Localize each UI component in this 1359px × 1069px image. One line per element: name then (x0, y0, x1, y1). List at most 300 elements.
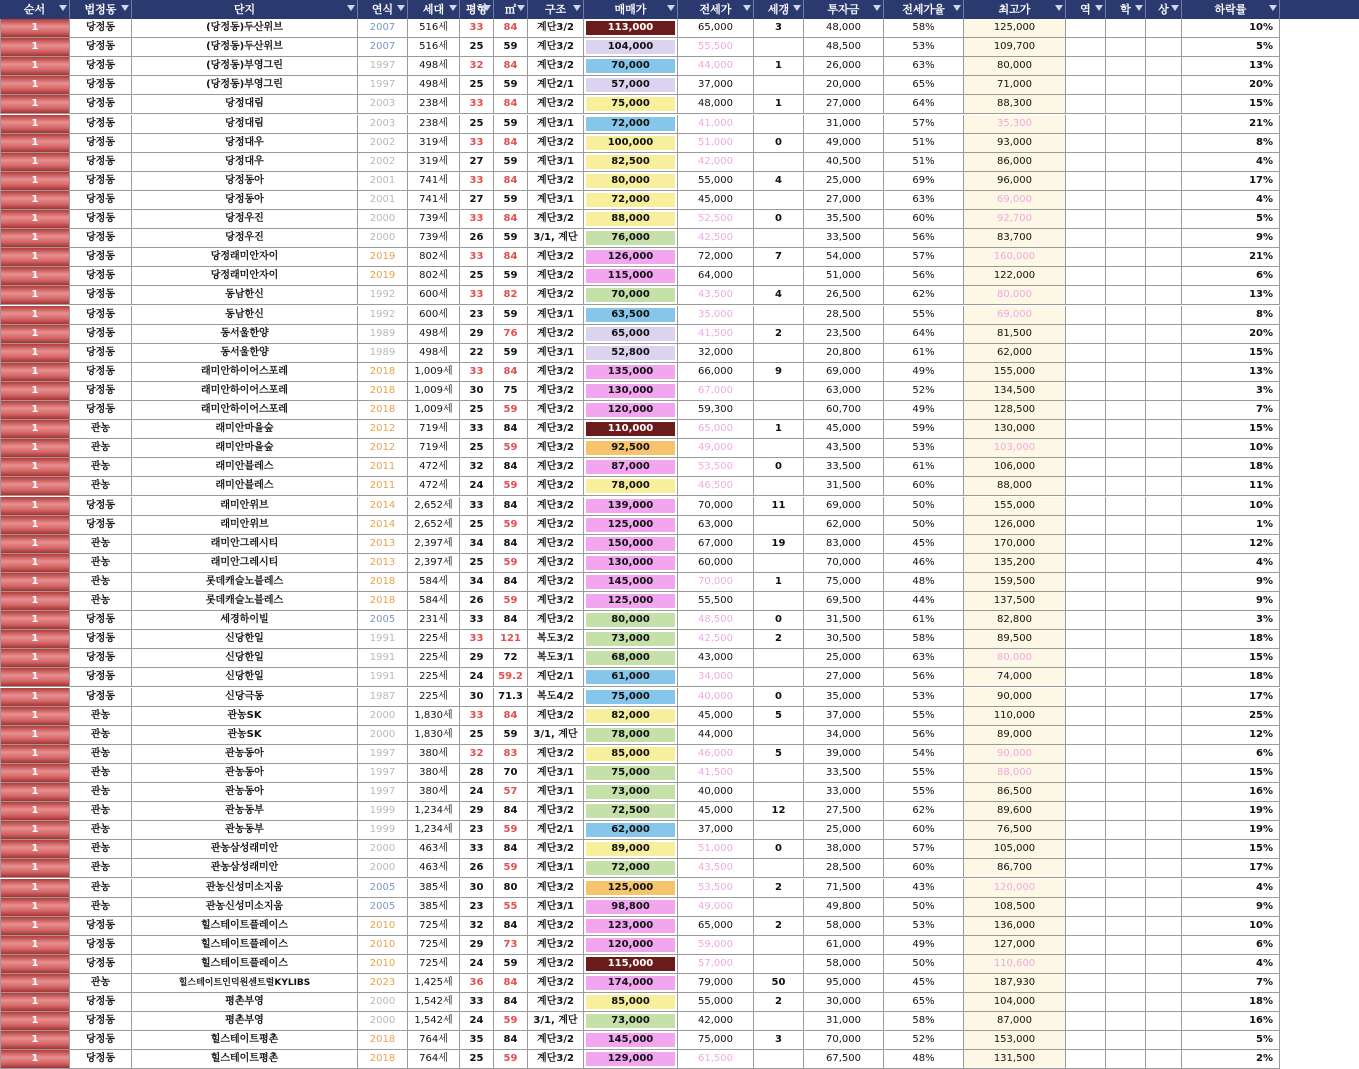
cell-jeonse-price[interactable]: 53,500 (678, 879, 754, 898)
cell-sale-price[interactable]: 82,000 (584, 707, 678, 726)
cell-sale-price[interactable]: 70,000 (584, 286, 678, 305)
cell-complex-name[interactable]: 래미안그레시티 (132, 554, 358, 573)
cell-jeonse-rate[interactable]: 62% (884, 286, 964, 305)
header-renewal[interactable] (754, 0, 804, 19)
table-row[interactable] (0, 325, 1359, 344)
cell-structure[interactable]: 계단2/1 (528, 821, 584, 840)
cell-station[interactable] (1066, 477, 1106, 496)
cell-shopping[interactable] (1146, 134, 1182, 153)
cell-school[interactable] (1106, 115, 1146, 134)
cell-drop-rate[interactable]: 21% (1182, 248, 1280, 267)
cell-investment[interactable]: 23,500 (804, 325, 884, 344)
filter-dropdown-icon[interactable] (397, 5, 405, 11)
cell-households[interactable]: 385세 (408, 898, 460, 917)
cell-station[interactable] (1066, 306, 1106, 325)
cell-households[interactable]: 725세 (408, 936, 460, 955)
cell-sale-price[interactable]: 78,000 (584, 477, 678, 496)
cell-investment[interactable]: 39,000 (804, 745, 884, 764)
cell-pyeong[interactable]: 23 (460, 306, 494, 325)
cell-pyeong[interactable]: 24 (460, 1012, 494, 1031)
cell-jeonse-rate[interactable]: 61% (884, 611, 964, 630)
cell-rank[interactable]: 1 (0, 898, 70, 917)
cell-shopping[interactable] (1146, 210, 1182, 229)
cell-pyeong[interactable]: 26 (460, 859, 494, 878)
cell-complex-name[interactable]: 당정대우 (132, 153, 358, 172)
cell-drop-rate[interactable]: 15% (1182, 420, 1280, 439)
header-area[interactable] (494, 0, 528, 19)
cell-complex-name[interactable]: (당정동)부영그린 (132, 76, 358, 95)
cell-station[interactable] (1066, 153, 1106, 172)
cell-investment[interactable]: 48,500 (804, 38, 884, 57)
cell-jeonse-price[interactable]: 49,000 (678, 898, 754, 917)
cell-area[interactable]: 59 (494, 859, 528, 878)
cell-complex-name[interactable]: 관농신성미소지움 (132, 898, 358, 917)
cell-drop-rate[interactable]: 4% (1182, 191, 1280, 210)
cell-area[interactable]: 59 (494, 439, 528, 458)
cell-jeonse-price[interactable]: 55,000 (678, 993, 754, 1012)
cell-households[interactable]: 498세 (408, 57, 460, 76)
cell-investment[interactable]: 33,500 (804, 764, 884, 783)
cell-renewal[interactable] (754, 764, 804, 783)
cell-peak-price[interactable]: 159,500 (964, 573, 1066, 592)
cell-rank[interactable]: 1 (0, 229, 70, 248)
cell-shopping[interactable] (1146, 955, 1182, 974)
cell-rank[interactable]: 1 (0, 439, 70, 458)
cell-year[interactable]: 2011 (358, 458, 408, 477)
table-row[interactable] (0, 57, 1359, 76)
cell-renewal[interactable] (754, 76, 804, 95)
cell-shopping[interactable] (1146, 611, 1182, 630)
cell-pyeong[interactable]: 25 (460, 1050, 494, 1069)
cell-jeonse-price[interactable]: 41,500 (678, 325, 754, 344)
cell-sale-price[interactable]: 100,000 (584, 134, 678, 153)
cell-peak-price[interactable]: 35,300 (964, 115, 1066, 134)
cell-sale-price[interactable]: 76,000 (584, 229, 678, 248)
cell-station[interactable] (1066, 172, 1106, 191)
cell-year[interactable]: 2002 (358, 153, 408, 172)
cell-investment[interactable]: 28,500 (804, 306, 884, 325)
cell-jeonse-rate[interactable]: 57% (884, 248, 964, 267)
cell-district[interactable]: 당정동 (70, 1031, 132, 1050)
cell-drop-rate[interactable]: 4% (1182, 554, 1280, 573)
cell-households[interactable]: 600세 (408, 306, 460, 325)
cell-station[interactable] (1066, 879, 1106, 898)
cell-school[interactable] (1106, 76, 1146, 95)
cell-year[interactable]: 2012 (358, 420, 408, 439)
cell-complex-name[interactable]: 관농삼성래미안 (132, 859, 358, 878)
cell-peak-price[interactable]: 81,500 (964, 325, 1066, 344)
cell-structure[interactable]: 계단3/2 (528, 1031, 584, 1050)
cell-area[interactable]: 59 (494, 306, 528, 325)
cell-jeonse-rate[interactable]: 60% (884, 859, 964, 878)
table-row[interactable] (0, 382, 1359, 401)
cell-investment[interactable]: 27,500 (804, 802, 884, 821)
cell-complex-name[interactable]: (당정동)부영그린 (132, 57, 358, 76)
cell-sale-price[interactable]: 145,000 (584, 573, 678, 592)
cell-shopping[interactable] (1146, 153, 1182, 172)
cell-sale-price[interactable]: 65,000 (584, 325, 678, 344)
table-row[interactable] (0, 993, 1359, 1012)
cell-investment[interactable]: 51,000 (804, 267, 884, 286)
cell-school[interactable] (1106, 38, 1146, 57)
cell-renewal[interactable]: 1 (754, 573, 804, 592)
cell-sale-price[interactable]: 73,000 (584, 1012, 678, 1031)
cell-complex-name[interactable]: 관농동아 (132, 764, 358, 783)
cell-shopping[interactable] (1146, 898, 1182, 917)
cell-station[interactable] (1066, 38, 1106, 57)
cell-area[interactable]: 84 (494, 840, 528, 859)
cell-jeonse-price[interactable]: 40,000 (678, 783, 754, 802)
cell-station[interactable] (1066, 325, 1106, 344)
table-row[interactable] (0, 153, 1359, 172)
cell-rank[interactable]: 1 (0, 592, 70, 611)
cell-sale-price[interactable]: 87,000 (584, 458, 678, 477)
cell-renewal[interactable]: 2 (754, 993, 804, 1012)
cell-school[interactable] (1106, 57, 1146, 76)
cell-area[interactable]: 84 (494, 95, 528, 114)
cell-jeonse-rate[interactable]: 44% (884, 592, 964, 611)
cell-pyeong[interactable]: 33 (460, 172, 494, 191)
cell-peak-price[interactable]: 93,000 (964, 134, 1066, 153)
cell-pyeong[interactable]: 33 (460, 210, 494, 229)
cell-district[interactable]: 당정동 (70, 172, 132, 191)
cell-pyeong[interactable]: 33 (460, 840, 494, 859)
cell-peak-price[interactable]: 104,000 (964, 993, 1066, 1012)
cell-year[interactable]: 1987 (358, 688, 408, 707)
cell-pyeong[interactable]: 33 (460, 497, 494, 516)
cell-renewal[interactable] (754, 439, 804, 458)
cell-school[interactable] (1106, 95, 1146, 114)
cell-shopping[interactable] (1146, 802, 1182, 821)
cell-year[interactable]: 2018 (358, 1031, 408, 1050)
cell-peak-price[interactable]: 110,000 (964, 707, 1066, 726)
cell-pyeong[interactable]: 33 (460, 707, 494, 726)
cell-station[interactable] (1066, 344, 1106, 363)
cell-sale-price[interactable]: 126,000 (584, 248, 678, 267)
cell-peak-price[interactable]: 170,000 (964, 535, 1066, 554)
cell-drop-rate[interactable]: 9% (1182, 898, 1280, 917)
cell-station[interactable] (1066, 248, 1106, 267)
cell-renewal[interactable] (754, 401, 804, 420)
cell-investment[interactable]: 20,000 (804, 76, 884, 95)
cell-year[interactable]: 2018 (358, 1050, 408, 1069)
cell-jeonse-price[interactable]: 42,000 (678, 153, 754, 172)
cell-sale-price[interactable]: 89,000 (584, 840, 678, 859)
filter-dropdown-icon[interactable] (793, 5, 801, 11)
cell-school[interactable] (1106, 573, 1146, 592)
cell-area[interactable]: 59 (494, 477, 528, 496)
cell-drop-rate[interactable]: 11% (1182, 477, 1280, 496)
cell-area[interactable]: 84 (494, 363, 528, 382)
cell-sale-price[interactable]: 113,000 (584, 19, 678, 38)
cell-rank[interactable]: 1 (0, 783, 70, 802)
cell-jeonse-price[interactable]: 46,500 (678, 477, 754, 496)
cell-structure[interactable]: 계단3/2 (528, 745, 584, 764)
cell-investment[interactable]: 27,000 (804, 668, 884, 687)
cell-drop-rate[interactable]: 10% (1182, 917, 1280, 936)
cell-school[interactable] (1106, 1031, 1146, 1050)
cell-year[interactable]: 2014 (358, 516, 408, 535)
cell-school[interactable] (1106, 668, 1146, 687)
cell-peak-price[interactable]: 69,000 (964, 191, 1066, 210)
cell-area[interactable]: 59 (494, 1050, 528, 1069)
cell-peak-price[interactable]: 126,000 (964, 516, 1066, 535)
header-complex-name[interactable] (132, 0, 358, 19)
cell-investment[interactable]: 28,500 (804, 859, 884, 878)
cell-investment[interactable]: 26,500 (804, 286, 884, 305)
cell-households[interactable]: 600세 (408, 286, 460, 305)
cell-structure[interactable]: 계단3/2 (528, 210, 584, 229)
cell-investment[interactable]: 25,000 (804, 649, 884, 668)
cell-school[interactable] (1106, 248, 1146, 267)
cell-station[interactable] (1066, 917, 1106, 936)
cell-peak-price[interactable]: 127,000 (964, 936, 1066, 955)
cell-pyeong[interactable]: 29 (460, 802, 494, 821)
cell-jeonse-rate[interactable]: 65% (884, 76, 964, 95)
cell-structure[interactable]: 계단3/2 (528, 936, 584, 955)
cell-households[interactable]: 1,542세 (408, 993, 460, 1012)
table-row[interactable] (0, 936, 1359, 955)
cell-jeonse-rate[interactable]: 58% (884, 630, 964, 649)
cell-jeonse-price[interactable]: 37,000 (678, 821, 754, 840)
cell-shopping[interactable] (1146, 306, 1182, 325)
cell-pyeong[interactable]: 33 (460, 19, 494, 38)
cell-area[interactable]: 84 (494, 134, 528, 153)
cell-peak-price[interactable]: 106,000 (964, 458, 1066, 477)
cell-pyeong[interactable]: 26 (460, 229, 494, 248)
cell-households[interactable]: 238세 (408, 95, 460, 114)
cell-structure[interactable]: 계단3/1 (528, 153, 584, 172)
cell-renewal[interactable]: 3 (754, 19, 804, 38)
cell-year[interactable]: 1997 (358, 57, 408, 76)
cell-households[interactable]: 725세 (408, 955, 460, 974)
cell-structure[interactable]: 계단3/2 (528, 535, 584, 554)
cell-area[interactable]: 59 (494, 516, 528, 535)
cell-sale-price[interactable]: 98,800 (584, 898, 678, 917)
cell-district[interactable]: 당정동 (70, 917, 132, 936)
cell-drop-rate[interactable]: 8% (1182, 134, 1280, 153)
cell-structure[interactable]: 계단3/1 (528, 783, 584, 802)
cell-jeonse-price[interactable]: 41,500 (678, 764, 754, 783)
cell-drop-rate[interactable]: 18% (1182, 668, 1280, 687)
cell-renewal[interactable]: 5 (754, 745, 804, 764)
cell-renewal[interactable] (754, 859, 804, 878)
cell-area[interactable]: 59 (494, 229, 528, 248)
cell-renewal[interactable]: 4 (754, 172, 804, 191)
cell-peak-price[interactable]: 136,000 (964, 917, 1066, 936)
cell-district[interactable]: 당정동 (70, 401, 132, 420)
cell-peak-price[interactable]: 108,500 (964, 898, 1066, 917)
cell-school[interactable] (1106, 745, 1146, 764)
cell-households[interactable]: 472세 (408, 458, 460, 477)
cell-sale-price[interactable]: 129,000 (584, 1050, 678, 1069)
cell-rank[interactable]: 1 (0, 764, 70, 783)
cell-area[interactable]: 59 (494, 76, 528, 95)
cell-area[interactable]: 84 (494, 57, 528, 76)
cell-jeonse-rate[interactable]: 45% (884, 535, 964, 554)
cell-year[interactable]: 2018 (358, 401, 408, 420)
cell-shopping[interactable] (1146, 707, 1182, 726)
cell-jeonse-rate[interactable]: 60% (884, 477, 964, 496)
cell-area[interactable]: 59 (494, 153, 528, 172)
filter-dropdown-icon[interactable] (59, 5, 67, 11)
cell-rank[interactable]: 1 (0, 554, 70, 573)
cell-investment[interactable]: 62,000 (804, 516, 884, 535)
cell-district[interactable]: 당정동 (70, 95, 132, 114)
filter-dropdown-icon[interactable] (517, 5, 525, 11)
cell-station[interactable] (1066, 497, 1106, 516)
table-row[interactable] (0, 764, 1359, 783)
cell-jeonse-price[interactable]: 34,000 (678, 668, 754, 687)
table-row[interactable] (0, 516, 1359, 535)
cell-station[interactable] (1066, 707, 1106, 726)
cell-sale-price[interactable]: 63,500 (584, 306, 678, 325)
cell-investment[interactable]: 33,500 (804, 229, 884, 248)
cell-jeonse-rate[interactable]: 53% (884, 917, 964, 936)
cell-rank[interactable]: 1 (0, 1012, 70, 1031)
cell-investment[interactable]: 33,000 (804, 783, 884, 802)
cell-year[interactable]: 1997 (358, 783, 408, 802)
cell-area[interactable]: 70 (494, 764, 528, 783)
cell-area[interactable]: 59 (494, 955, 528, 974)
cell-investment[interactable]: 26,000 (804, 57, 884, 76)
cell-sale-price[interactable]: 104,000 (584, 38, 678, 57)
cell-pyeong[interactable]: 32 (460, 458, 494, 477)
cell-renewal[interactable] (754, 516, 804, 535)
table-row[interactable] (0, 38, 1359, 57)
header-investment[interactable] (804, 0, 884, 19)
cell-year[interactable]: 2000 (358, 210, 408, 229)
cell-investment[interactable]: 58,000 (804, 917, 884, 936)
cell-peak-price[interactable]: 80,000 (964, 649, 1066, 668)
cell-structure[interactable]: 계단3/2 (528, 38, 584, 57)
cell-drop-rate[interactable]: 13% (1182, 286, 1280, 305)
cell-school[interactable] (1106, 497, 1146, 516)
table-row[interactable] (0, 134, 1359, 153)
cell-station[interactable] (1066, 229, 1106, 248)
cell-shopping[interactable] (1146, 477, 1182, 496)
filter-dropdown-icon[interactable] (449, 5, 457, 11)
cell-rank[interactable]: 1 (0, 726, 70, 745)
cell-station[interactable] (1066, 821, 1106, 840)
cell-pyeong[interactable]: 26 (460, 592, 494, 611)
cell-drop-rate[interactable]: 25% (1182, 707, 1280, 726)
cell-households[interactable]: 739세 (408, 229, 460, 248)
cell-station[interactable] (1066, 745, 1106, 764)
cell-structure[interactable]: 계단3/2 (528, 95, 584, 114)
cell-households[interactable]: 225세 (408, 649, 460, 668)
table-row[interactable] (0, 726, 1359, 745)
cell-station[interactable] (1066, 57, 1106, 76)
cell-drop-rate[interactable]: 19% (1182, 821, 1280, 840)
cell-station[interactable] (1066, 611, 1106, 630)
cell-district[interactable]: 당정동 (70, 955, 132, 974)
cell-renewal[interactable] (754, 936, 804, 955)
cell-year[interactable]: 2018 (358, 382, 408, 401)
cell-investment[interactable]: 49,000 (804, 134, 884, 153)
cell-sale-price[interactable]: 75,000 (584, 688, 678, 707)
cell-jeonse-price[interactable]: 45,000 (678, 191, 754, 210)
cell-station[interactable] (1066, 535, 1106, 554)
cell-station[interactable] (1066, 668, 1106, 687)
cell-area[interactable]: 84 (494, 802, 528, 821)
cell-pyeong[interactable]: 36 (460, 974, 494, 993)
cell-jeonse-rate[interactable]: 50% (884, 516, 964, 535)
cell-rank[interactable]: 1 (0, 688, 70, 707)
table-row[interactable] (0, 191, 1359, 210)
cell-structure[interactable]: 계단3/2 (528, 363, 584, 382)
cell-district[interactable]: 당정동 (70, 1012, 132, 1031)
cell-district[interactable]: 당정동 (70, 668, 132, 687)
filter-dropdown-icon[interactable] (121, 5, 129, 11)
cell-renewal[interactable]: 0 (754, 840, 804, 859)
table-row[interactable] (0, 917, 1359, 936)
cell-investment[interactable]: 35,500 (804, 210, 884, 229)
cell-households[interactable]: 802세 (408, 267, 460, 286)
cell-drop-rate[interactable]: 4% (1182, 879, 1280, 898)
cell-structure[interactable]: 계단3/2 (528, 382, 584, 401)
cell-school[interactable] (1106, 229, 1146, 248)
cell-jeonse-price[interactable]: 59,300 (678, 401, 754, 420)
cell-area[interactable]: 59 (494, 401, 528, 420)
table-row[interactable] (0, 879, 1359, 898)
cell-pyeong[interactable]: 25 (460, 439, 494, 458)
cell-jeonse-rate[interactable]: 51% (884, 153, 964, 172)
cell-station[interactable] (1066, 802, 1106, 821)
cell-jeonse-rate[interactable]: 63% (884, 649, 964, 668)
cell-sale-price[interactable]: 80,000 (584, 611, 678, 630)
cell-investment[interactable]: 25,000 (804, 821, 884, 840)
cell-drop-rate[interactable]: 9% (1182, 592, 1280, 611)
cell-peak-price[interactable]: 88,300 (964, 95, 1066, 114)
cell-sale-price[interactable]: 92,500 (584, 439, 678, 458)
cell-households[interactable]: 1,009세 (408, 382, 460, 401)
cell-rank[interactable]: 1 (0, 134, 70, 153)
cell-district[interactable]: 관농 (70, 821, 132, 840)
cell-station[interactable] (1066, 420, 1106, 439)
cell-drop-rate[interactable]: 21% (1182, 115, 1280, 134)
header-school[interactable] (1106, 0, 1146, 19)
cell-year[interactable]: 2000 (358, 707, 408, 726)
cell-sale-price[interactable]: 75,000 (584, 764, 678, 783)
cell-jeonse-price[interactable]: 44,000 (678, 57, 754, 76)
cell-investment[interactable]: 43,500 (804, 439, 884, 458)
filter-dropdown-icon[interactable] (573, 5, 581, 11)
cell-jeonse-rate[interactable]: 63% (884, 191, 964, 210)
cell-jeonse-rate[interactable]: 56% (884, 668, 964, 687)
cell-sale-price[interactable]: 150,000 (584, 535, 678, 554)
cell-renewal[interactable] (754, 783, 804, 802)
cell-structure[interactable]: 계단3/2 (528, 573, 584, 592)
cell-drop-rate[interactable]: 15% (1182, 764, 1280, 783)
cell-households[interactable]: 584세 (408, 592, 460, 611)
cell-school[interactable] (1106, 134, 1146, 153)
cell-sale-price[interactable]: 62,000 (584, 821, 678, 840)
cell-year[interactable]: 1991 (358, 649, 408, 668)
cell-peak-price[interactable]: 74,000 (964, 668, 1066, 687)
cell-drop-rate[interactable]: 8% (1182, 306, 1280, 325)
table-row[interactable] (0, 1012, 1359, 1031)
cell-district[interactable]: 당정동 (70, 267, 132, 286)
cell-jeonse-price[interactable]: 55,500 (678, 592, 754, 611)
cell-year[interactable]: 2002 (358, 134, 408, 153)
cell-pyeong[interactable]: 30 (460, 879, 494, 898)
cell-year[interactable]: 2001 (358, 191, 408, 210)
cell-station[interactable] (1066, 554, 1106, 573)
cell-jeonse-rate[interactable]: 57% (884, 840, 964, 859)
cell-investment[interactable]: 63,000 (804, 382, 884, 401)
cell-jeonse-rate[interactable]: 50% (884, 955, 964, 974)
